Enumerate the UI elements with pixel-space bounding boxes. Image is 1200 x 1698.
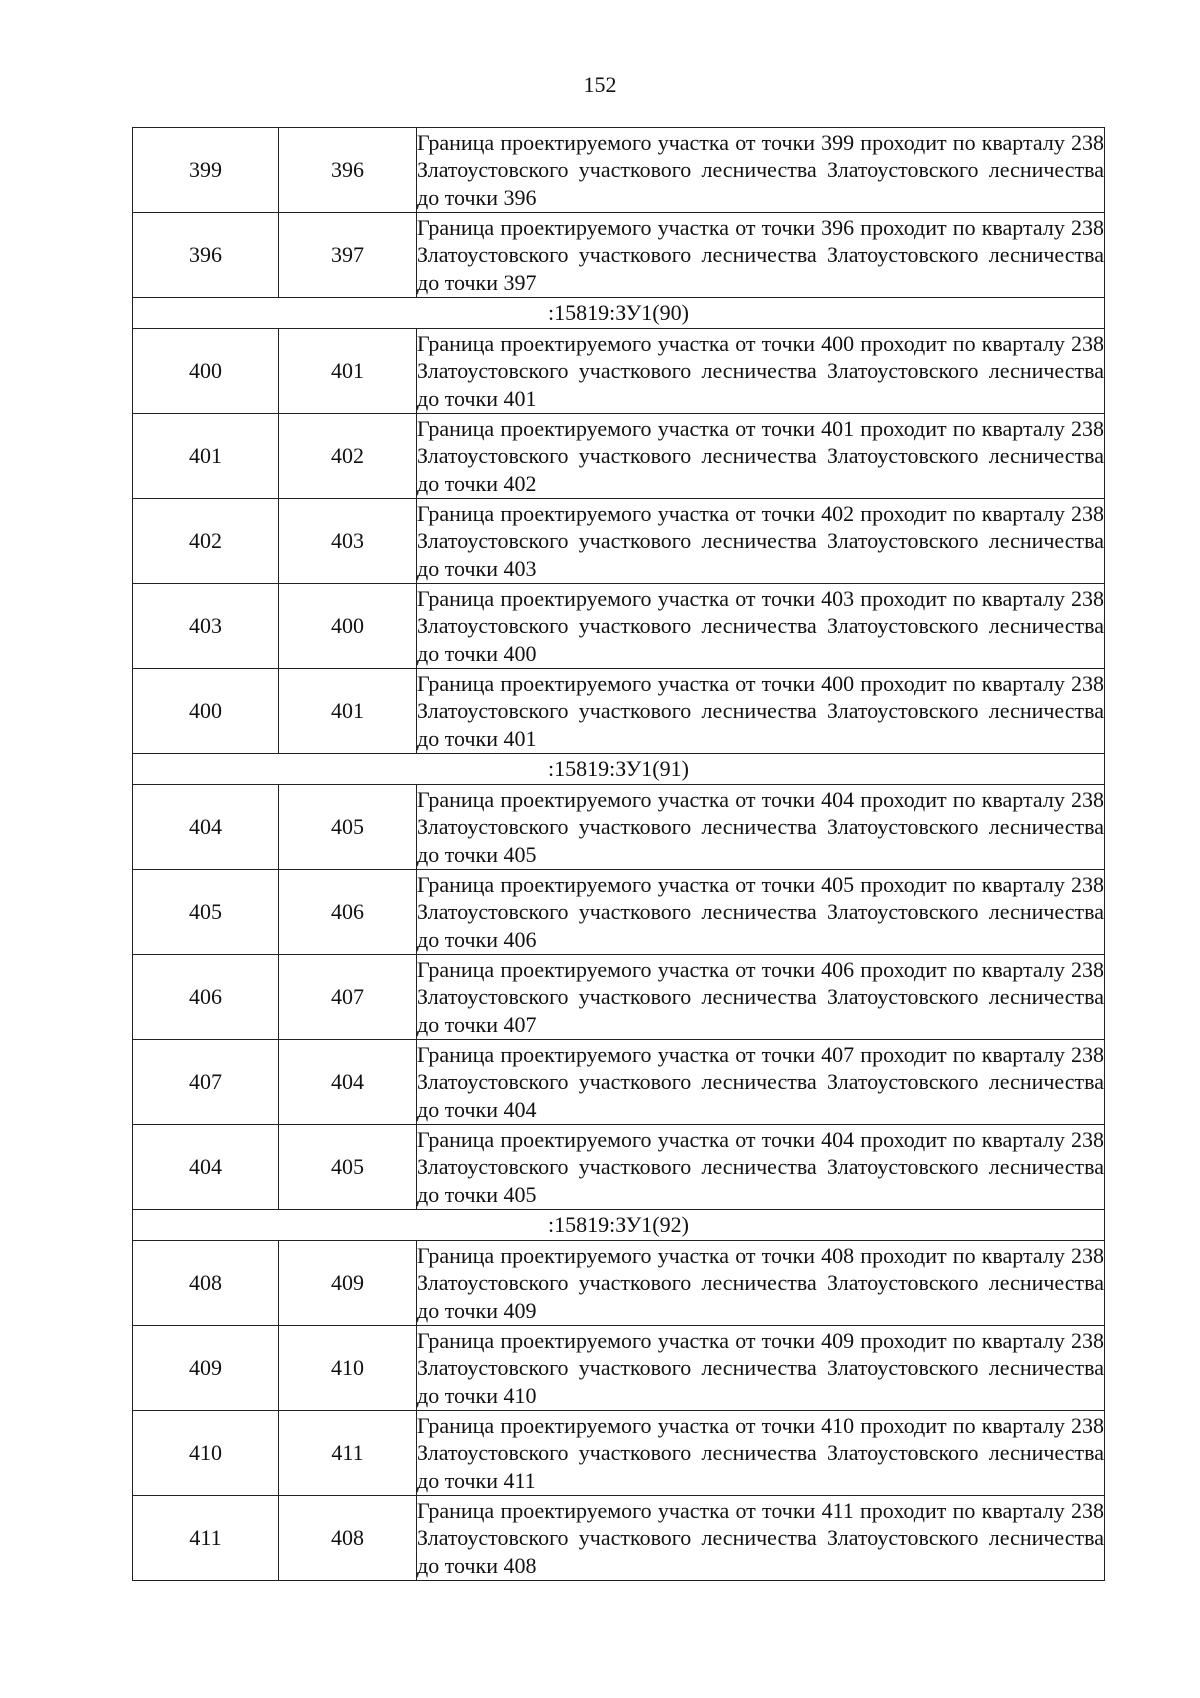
point-from-cell: 406 (133, 955, 279, 1040)
boundary-description-cell: Граница проектируемого участка от точки 405 проходит по кварталу 238 Златоустовского участкового лесничества Златоустовского лесничества до точки 406 (417, 870, 1105, 955)
boundary-description-cell: Граница проектируемого участка от точки 406 проходит по кварталу 238 Златоустовского участкового лесничества Златоустовского лесничества до точки 407 (417, 955, 1105, 1040)
table-row (133, 584, 1105, 669)
boundary-table (132, 127, 1105, 1581)
boundary-description-cell: Граница проектируемого участка от точки 396 проходит по кварталу 238 Златоустовского участкового лесничества Златоустовского лесничества до точки 397 (417, 213, 1105, 298)
point-to-cell: 403 (279, 499, 417, 584)
point-to-cell: 402 (279, 414, 417, 499)
section-row (133, 754, 1105, 785)
section-label: :15819:ЗУ1(91) (133, 754, 1105, 785)
boundary-description-cell: Граница проектируемого участка от точки 401 проходит по кварталу 238 Златоустовского участкового лесничества Златоустовского лесничества до точки 402 (417, 414, 1105, 499)
table-row (133, 1241, 1105, 1326)
point-to-cell: 407 (279, 955, 417, 1040)
boundary-description-cell: Граница проектируемого участка от точки 400 проходит по кварталу 238 Златоустовского участкового лесничества Златоустовского лесничества до точки 401 (417, 669, 1105, 754)
point-from-cell: 405 (133, 870, 279, 955)
boundary-description-cell: Граница проектируемого участка от точки 411 проходит по кварталу 238 Златоустовского участкового лесничества Златоустовского лесничества до точки 408 (417, 1496, 1105, 1581)
point-from-cell: 401 (133, 414, 279, 499)
point-from-cell: 411 (133, 1496, 279, 1581)
table-row (133, 1125, 1105, 1210)
boundary-description-cell: Граница проектируемого участка от точки 408 проходит по кварталу 238 Златоустовского участкового лесничества Златоустовского лесничества до точки 409 (417, 1241, 1105, 1326)
point-to-cell: 406 (279, 870, 417, 955)
point-from-cell: 396 (133, 213, 279, 298)
point-from-cell: 400 (133, 669, 279, 754)
page-number: 152 (583, 72, 617, 97)
point-to-cell: 410 (279, 1326, 417, 1411)
table-row (133, 1326, 1105, 1411)
table-row (133, 329, 1105, 414)
point-to-cell: 401 (279, 669, 417, 754)
table-row (133, 1040, 1105, 1125)
point-from-cell: 408 (133, 1241, 279, 1326)
point-from-cell: 410 (133, 1411, 279, 1496)
table-row (133, 213, 1105, 298)
point-from-cell: 400 (133, 329, 279, 414)
boundary-description-cell: Граница проектируемого участка от точки 409 проходит по кварталу 238 Златоустовского участкового лесничества Златоустовского лесничества до точки 410 (417, 1326, 1105, 1411)
table-row (133, 414, 1105, 499)
point-to-cell: 405 (279, 785, 417, 870)
section-row (133, 1210, 1105, 1241)
point-from-cell: 402 (133, 499, 279, 584)
point-to-cell: 404 (279, 1040, 417, 1125)
table-row (133, 1496, 1105, 1581)
point-to-cell: 409 (279, 1241, 417, 1326)
boundary-description-cell: Граница проектируемого участка от точки 402 проходит по кварталу 238 Златоустовского участкового лесничества Златоустовского лесничества до точки 403 (417, 499, 1105, 584)
point-to-cell: 397 (279, 213, 417, 298)
point-to-cell: 411 (279, 1411, 417, 1496)
point-to-cell: 405 (279, 1125, 417, 1210)
boundary-description-cell: Граница проектируемого участка от точки 399 проходит по кварталу 238 Златоустовского участкового лесничества Златоустовского лесничества до точки 396 (417, 128, 1105, 213)
point-from-cell: 404 (133, 1125, 279, 1210)
point-from-cell: 409 (133, 1326, 279, 1411)
table-row (133, 669, 1105, 754)
point-from-cell: 407 (133, 1040, 279, 1125)
boundary-description-cell: Граница проектируемого участка от точки 407 проходит по кварталу 238 Златоустовского участкового лесничества Златоустовского лесничества до точки 404 (417, 1040, 1105, 1125)
boundary-description-cell: Граница проектируемого участка от точки 410 проходит по кварталу 238 Златоустовского участкового лесничества Златоустовского лесничества до точки 411 (417, 1411, 1105, 1496)
table-row (133, 955, 1105, 1040)
table-row (133, 785, 1105, 870)
boundary-description-cell: Граница проектируемого участка от точки 400 проходит по кварталу 238 Златоустовского участкового лесничества Златоустовского лесничества до точки 401 (417, 329, 1105, 414)
table-row (133, 870, 1105, 955)
section-row (133, 298, 1105, 329)
table-body (133, 128, 1105, 1581)
boundary-description-cell: Граница проектируемого участка от точки 404 проходит по кварталу 238 Златоустовского участкового лесничества Златоустовского лесничества до точки 405 (417, 785, 1105, 870)
boundary-description-cell: Граница проектируемого участка от точки 404 проходит по кварталу 238 Златоустовского участкового лесничества Златоустовского лесничества до точки 405 (417, 1125, 1105, 1210)
table-row (133, 499, 1105, 584)
table-row (133, 128, 1105, 213)
point-from-cell: 404 (133, 785, 279, 870)
point-to-cell: 408 (279, 1496, 417, 1581)
section-label: :15819:ЗУ1(90) (133, 298, 1105, 329)
boundary-description-cell: Граница проектируемого участка от точки 403 проходит по кварталу 238 Златоустовского участкового лесничества Златоустовского лесничества до точки 400 (417, 584, 1105, 669)
point-to-cell: 401 (279, 329, 417, 414)
table-row (133, 1411, 1105, 1496)
section-label: :15819:ЗУ1(92) (133, 1210, 1105, 1241)
point-to-cell: 400 (279, 584, 417, 669)
point-from-cell: 399 (133, 128, 279, 213)
point-to-cell: 396 (279, 128, 417, 213)
point-from-cell: 403 (133, 584, 279, 669)
